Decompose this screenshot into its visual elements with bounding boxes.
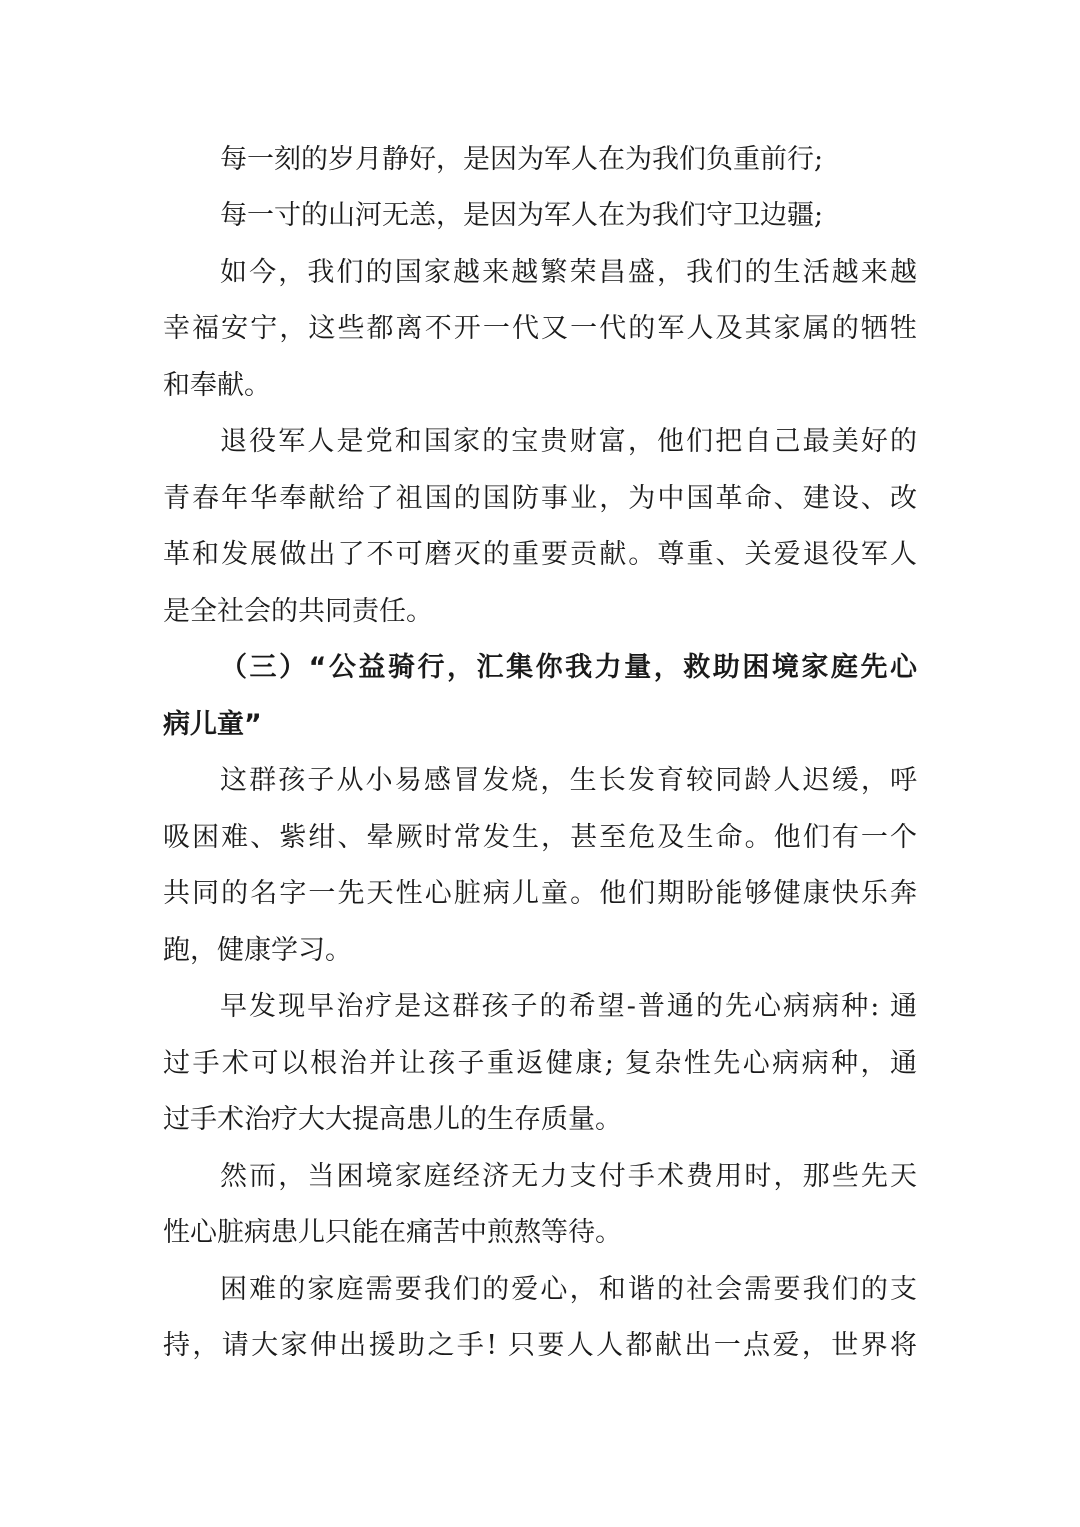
paragraph-line: 持，请大家伸出援助之手! 只要人人都献出一点爱，世界将 bbox=[163, 1330, 917, 1361]
paragraph-line: 共同的名字一先天性心脏病儿童。他们期盼能够健康快乐奔 bbox=[163, 878, 917, 909]
paragraph-line: 退役军人是党和国家的宝贵财富，他们把自己最美好的 bbox=[220, 426, 917, 457]
paragraph-line: 性心脏病患儿只能在痛苦中煎熬等待。 bbox=[163, 1217, 622, 1248]
paragraph-line: 跑，健康学习。 bbox=[163, 935, 352, 966]
paragraph-line: 困难的家庭需要我们的爱心，和谐的社会需要我们的支 bbox=[220, 1274, 917, 1305]
paragraph-line: 这群孩子从小易感冒发烧，生长发育较同龄人迟缓，呼 bbox=[220, 765, 917, 796]
paragraph-line: 每一寸的山河无恙，是因为军人在为我们守卫边疆; bbox=[220, 200, 824, 231]
paragraph-line: 革和发展做出了不可磨灭的重要贡献。尊重、关爱退役军人 bbox=[163, 539, 917, 570]
paragraph-line: 是全社会的共同责任。 bbox=[163, 596, 433, 627]
paragraph-line: 过手术可以根治并让孩子重返健康; 复杂性先心病病种，通 bbox=[163, 1048, 917, 1079]
paragraph-line: 早发现早治疗是这群孩子的希望-普通的先心病病种: 通 bbox=[220, 991, 917, 1022]
section-heading: （三）“公益骑行，汇集你我力量，救助困境家庭先心 bbox=[220, 652, 917, 683]
section-heading: 病儿童” bbox=[163, 709, 262, 740]
paragraph-line: 如今，我们的国家越来越繁荣昌盛，我们的生活越来越 bbox=[220, 257, 917, 288]
paragraph-line: 每一刻的岁月静好，是因为军人在为我们负重前行; bbox=[220, 144, 824, 175]
paragraph-line: 过手术治疗大大提高患儿的生存质量。 bbox=[163, 1104, 622, 1135]
paragraph-line: 青春年华奉献给了祖国的国防事业，为中国革命、建设、改 bbox=[163, 483, 917, 514]
paragraph-line: 吸困难、紫绀、晕厥时常发生，甚至危及生命。他们有一个 bbox=[163, 822, 917, 853]
paragraph-line: 和奉献。 bbox=[163, 370, 271, 401]
paragraph-line: 然而，当困境家庭经济无力支付手术费用时，那些先天 bbox=[220, 1161, 917, 1192]
paragraph-line: 幸福安宁，这些都离不开一代又一代的军人及其家属的牺牲 bbox=[163, 313, 917, 344]
